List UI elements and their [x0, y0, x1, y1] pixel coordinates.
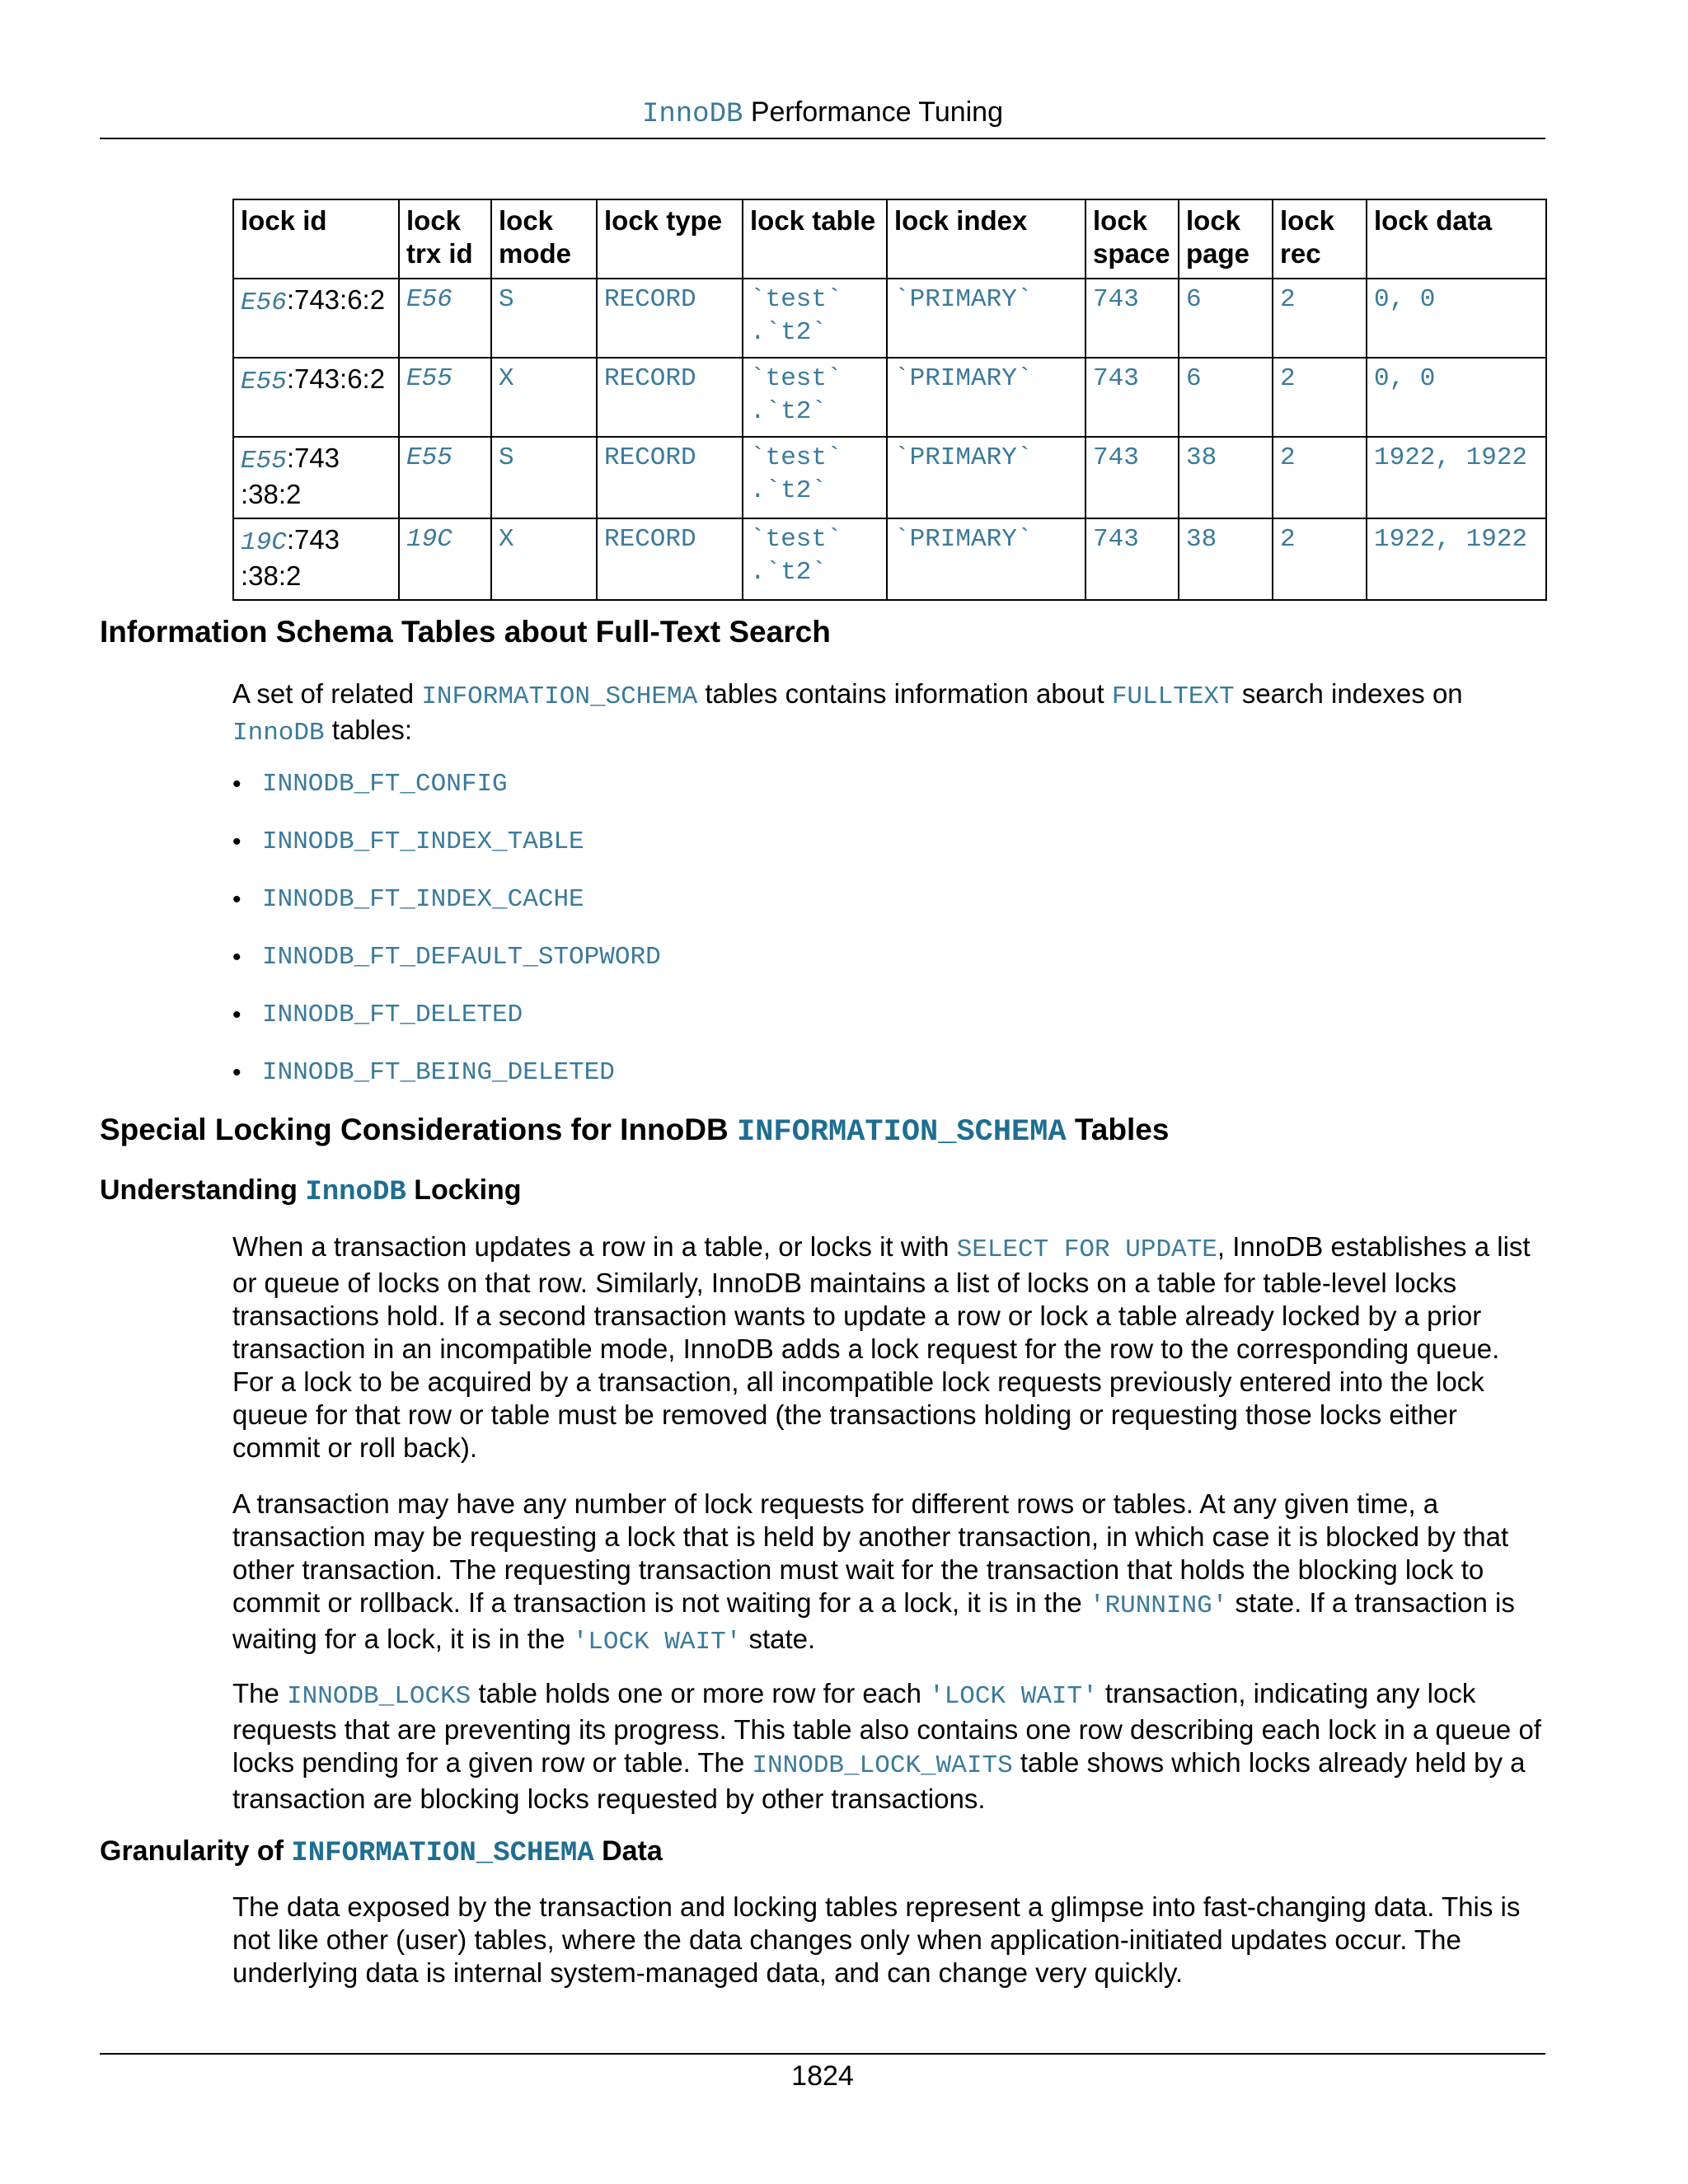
cell-index: `PRIMARY`	[887, 518, 1085, 600]
link-innodb-ft-index-cache[interactable]: INNODB_FT_INDEX_CACHE	[262, 885, 584, 914]
cell-mode: X	[491, 518, 597, 600]
cell-page: 38	[1179, 518, 1273, 600]
cell-data: 0, 0	[1367, 279, 1546, 358]
col-header: lock mode	[491, 199, 597, 279]
fulltext-intro: A set of related INFORMATION_SCHEMA tables contains information about FULLTEXT search indexes on InnoDB tables:	[232, 678, 1463, 748]
understanding-paragraph-1: When a transaction updates a row in a table, or locks it with SELECT FOR UPDATE, InnoDB establishes a list or queue of locks on that row. Similarly, InnoDB maintains a list of locks on a table for table-level locks transactions hold. If a second transaction wants to update a row or lock a table already locked by a prior transaction in an incompatible mode, InnoDB adds a lock request for the row to the corresponding queue. For a lock to be acquired by a transaction, all incompatible lock requests previously entered into the lock queue for that row or table must be removed (the transactions holding or requesting those locks either commit or roll back).	[232, 1231, 1531, 1463]
granularity-paragraph: The data exposed by the transaction and locking tables represent a glimpse into fast-changing data. This is not like other (user) tables, where the data changes only when application-initiated updates occur. The underlying data is internal system-managed data, and can change very quickly.	[232, 1891, 1521, 1988]
cell-index: `PRIMARY`	[887, 437, 1085, 518]
cell-space: 743	[1085, 437, 1179, 518]
cell-rec: 2	[1273, 279, 1367, 358]
cell-mode: S	[491, 437, 597, 518]
table-row	[233, 279, 1546, 358]
fulltext-table-list	[232, 766, 661, 1113]
cell-lock-id: E55:743:6:2	[233, 358, 399, 437]
cell-data: 0, 0	[1367, 358, 1546, 437]
heading-understanding-locking: Understanding InnoDB Locking	[100, 1174, 522, 1208]
cell-rec: 2	[1273, 437, 1367, 518]
col-header: lock rec	[1273, 199, 1367, 279]
cell-trx-id: E56	[399, 279, 491, 358]
cell-table: `test` .`t2`	[743, 358, 887, 437]
cell-page: 38	[1179, 437, 1273, 518]
cell-table: `test` .`t2`	[743, 437, 887, 518]
heading-special-locking: Special Locking Considerations for InnoDB INFORMATION_SCHEMA Tables	[100, 1113, 1170, 1150]
cell-data: 1922, 1922	[1367, 518, 1546, 600]
link-innodb-lock-waits[interactable]: INNODB_LOCK_WAITS	[752, 1751, 1013, 1780]
understanding-paragraph-3: The INNODB_LOCKS table holds one or more row for each 'LOCK WAIT' transaction, indicating any lock requests that are preventing its progress. This table also contains one row describing each lock in a queue of locks pending for a given row or table. The INNODB_LOCK_WAITS table shows which locks already held by a transaction are blocking locks requested by other transactions.	[232, 1678, 1541, 1814]
col-header: lock page	[1179, 199, 1273, 279]
lock-table	[232, 199, 1547, 601]
link-innodb-ft-index-table[interactable]: INNODB_FT_INDEX_TABLE	[262, 827, 584, 856]
page-number: 1824	[791, 2060, 854, 2092]
cell-page: 6	[1179, 358, 1273, 437]
list-item: • INNODB_FT_INDEX_CACHE	[232, 882, 661, 940]
cell-space: 743	[1085, 358, 1179, 437]
header-text: Performance Tuning	[743, 96, 1004, 128]
table-header-row	[233, 199, 1546, 279]
col-header: lock id	[233, 199, 399, 279]
cell-lock-id: E56:743:6:2	[233, 279, 399, 358]
cell-lock-id: E55:743 :38:2	[233, 437, 399, 518]
list-item: • INNODB_FT_DELETED	[232, 997, 661, 1055]
col-header: lock index	[887, 199, 1085, 279]
cell-rec: 2	[1273, 358, 1367, 437]
link-innodb-locks[interactable]: INNODB_LOCKS	[287, 1682, 471, 1711]
col-header: lock type	[597, 199, 743, 279]
table-row	[233, 437, 1546, 518]
link-innodb-ft-config[interactable]: INNODB_FT_CONFIG	[262, 770, 508, 799]
table-row	[233, 518, 1546, 600]
link-innodb-ft-deleted[interactable]: INNODB_FT_DELETED	[262, 1001, 523, 1029]
cell-data: 1922, 1922	[1367, 437, 1546, 518]
col-header: lock table	[743, 199, 887, 279]
cell-index: `PRIMARY`	[887, 279, 1085, 358]
running-header	[100, 92, 1545, 134]
link-innodb-ft-default-stopword[interactable]: INNODB_FT_DEFAULT_STOPWORD	[262, 943, 661, 972]
cell-trx-id: E55	[399, 358, 491, 437]
heading-granularity: Granularity of INFORMATION_SCHEMA Data	[100, 1835, 663, 1869]
cell-lock-id: 19C:743 :38:2	[233, 518, 399, 600]
cell-trx-id: 19C	[399, 518, 491, 600]
cell-rec: 2	[1273, 518, 1367, 600]
list-item: • INNODB_FT_DEFAULT_STOPWORD	[232, 940, 661, 997]
cell-trx-id: E55	[399, 437, 491, 518]
table-row	[233, 358, 1546, 437]
heading-fulltext: Information Schema Tables about Full-Text Search	[100, 615, 831, 649]
cell-page: 6	[1179, 279, 1273, 358]
cell-table: `test` .`t2`	[743, 279, 887, 358]
understanding-paragraph-2: A transaction may have any number of lock requests for different rows or tables. At any given time, a transaction may be requesting a lock that is held by another transaction, in which case it is blocked by that other transaction. The requesting transaction must wait for the transaction that holds the blocking lock to commit or rollback. If a transaction is not waiting for a a lock, it is in the 'RUNNING' state. If a transaction is waiting for a lock, it is in the 'LOCK WAIT' state.	[232, 1488, 1515, 1657]
link-innodb-ft-being-deleted[interactable]: INNODB_FT_BEING_DELETED	[262, 1058, 615, 1087]
list-item: • INNODB_FT_BEING_DELETED	[232, 1055, 661, 1113]
cell-mode: X	[491, 358, 597, 437]
cell-space: 743	[1085, 518, 1179, 600]
cell-space: 743	[1085, 279, 1179, 358]
col-header: lock data	[1367, 199, 1546, 279]
cell-mode: S	[491, 279, 597, 358]
col-header: lock trx id	[399, 199, 491, 279]
cell-type: RECORD	[597, 279, 743, 358]
cell-type: RECORD	[597, 518, 743, 600]
cell-type: RECORD	[597, 437, 743, 518]
list-item: • INNODB_FT_CONFIG	[232, 766, 661, 824]
cell-type: RECORD	[597, 358, 743, 437]
header-rule	[100, 138, 1545, 139]
cell-table: `test` .`t2`	[743, 518, 887, 600]
footer-rule	[100, 2053, 1545, 2055]
list-item: • INNODB_FT_INDEX_TABLE	[232, 824, 661, 882]
cell-index: `PRIMARY`	[887, 358, 1085, 437]
col-header: lock space	[1085, 199, 1179, 279]
header-code: InnoDB	[641, 99, 743, 130]
